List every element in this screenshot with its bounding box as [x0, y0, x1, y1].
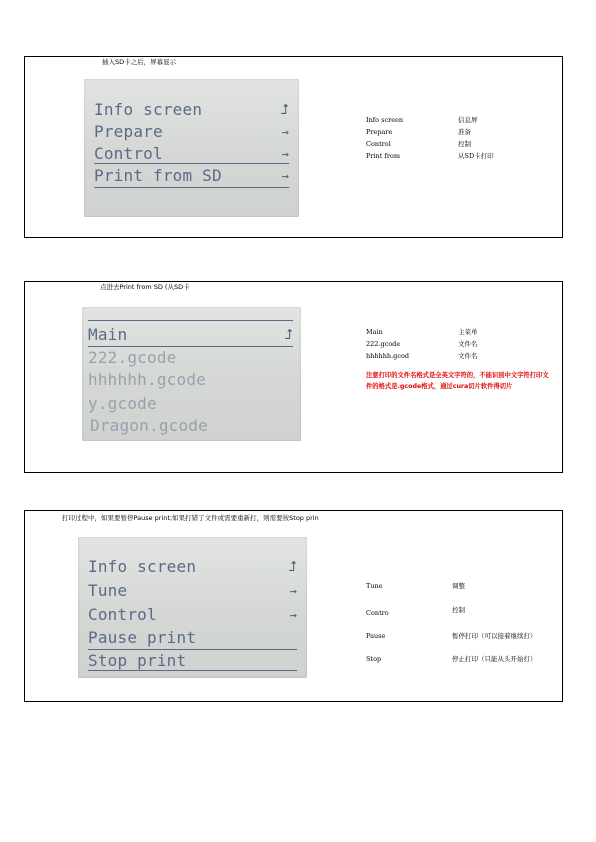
lcd-menu-item: Control → [88, 605, 297, 624]
lcd-selection-line [94, 187, 289, 188]
table-value: 准备 [458, 128, 471, 136]
table-value: 控制 [458, 140, 471, 148]
right-arrow-icon: → [289, 608, 297, 622]
lcd-menu-item: Control → [94, 144, 289, 163]
lcd-menu-item-selected: Print from SD → [94, 166, 289, 185]
lcd-menu-item: Pause print [88, 628, 197, 647]
table-value: 信息屏 [458, 116, 478, 124]
table-key: Pause [366, 632, 386, 640]
table-key: Prepare [366, 128, 393, 136]
table-key: Info screen [366, 116, 404, 124]
table-key: Print from [366, 152, 401, 160]
table-key: Stop [366, 655, 382, 663]
lcd-screen-2 [82, 307, 301, 441]
lcd-selection-line [94, 163, 289, 164]
filename-warning-note: 注意打印的文件名格式是全英文字符的，不能识别中文字符打印文件的格式是.gcode格式，通过cura切片软件得切片 [366, 372, 549, 390]
table-key: hhhhhh.gcod [366, 352, 410, 360]
lcd-file-item: Dragon.gcode [90, 416, 208, 435]
section-2-caption: 点进去Print from SD (从SD卡 [100, 283, 190, 291]
lcd-file-item: hhhhhh.gcode [88, 370, 206, 389]
up-arrow-icon: ⮥ [280, 102, 289, 118]
table-value: 调整 [452, 582, 465, 590]
up-arrow-icon: ⮥ [284, 327, 293, 343]
lcd-menu-item: Info screen ⮥ [88, 557, 297, 576]
lcd-selection-line [88, 670, 297, 671]
lcd-menu-item-selected: Stop print [88, 651, 187, 670]
table-key: Control [366, 140, 391, 148]
right-arrow-icon: → [281, 169, 289, 183]
table-value: 控制 [452, 606, 465, 614]
menu-translation-table-1 [366, 114, 546, 174]
lcd-menu-item: Prepare → [94, 122, 289, 141]
table-key: 222.gcode [366, 340, 401, 348]
menu-translation-table-3 [366, 580, 556, 670]
up-arrow-icon: ⮥ [288, 559, 297, 575]
table-value: 停止打印（只能从头开始打） [452, 655, 537, 663]
lcd-file-item: y.gcode [88, 394, 157, 413]
right-arrow-icon: → [281, 147, 289, 161]
table-value: 文件名 [458, 340, 478, 348]
lcd-menu-item: Tune → [88, 581, 297, 600]
section-1-caption: 插入SD卡之后，屏幕显示 [102, 58, 177, 66]
lcd-screen-3 [78, 537, 307, 678]
lcd-menu-item-selected: Main ⮥ [88, 325, 293, 344]
table-key: Main [366, 328, 383, 336]
lcd-screen-1 [84, 79, 299, 217]
lcd-file-item: 222.gcode [88, 348, 177, 367]
table-value: 主菜单 [458, 328, 478, 336]
section-3-caption: 打印过程中，如果要暂停Pause print;如果打错了文件或需要重新打，则需要按Stop prin [62, 514, 319, 522]
menu-translation-table-2 [366, 326, 546, 366]
table-value: 暂停打印（可以接着继续打） [452, 632, 537, 640]
table-key: Contro [366, 609, 389, 617]
lcd-selection-line [88, 320, 293, 321]
table-key: Tune [366, 582, 383, 590]
right-arrow-icon: → [289, 584, 297, 598]
lcd-menu-item: Info screen ⮥ [94, 100, 289, 119]
table-value: 文件名 [458, 352, 478, 360]
table-value: 从SD卡打印 [458, 152, 494, 160]
right-arrow-icon: → [281, 125, 289, 139]
